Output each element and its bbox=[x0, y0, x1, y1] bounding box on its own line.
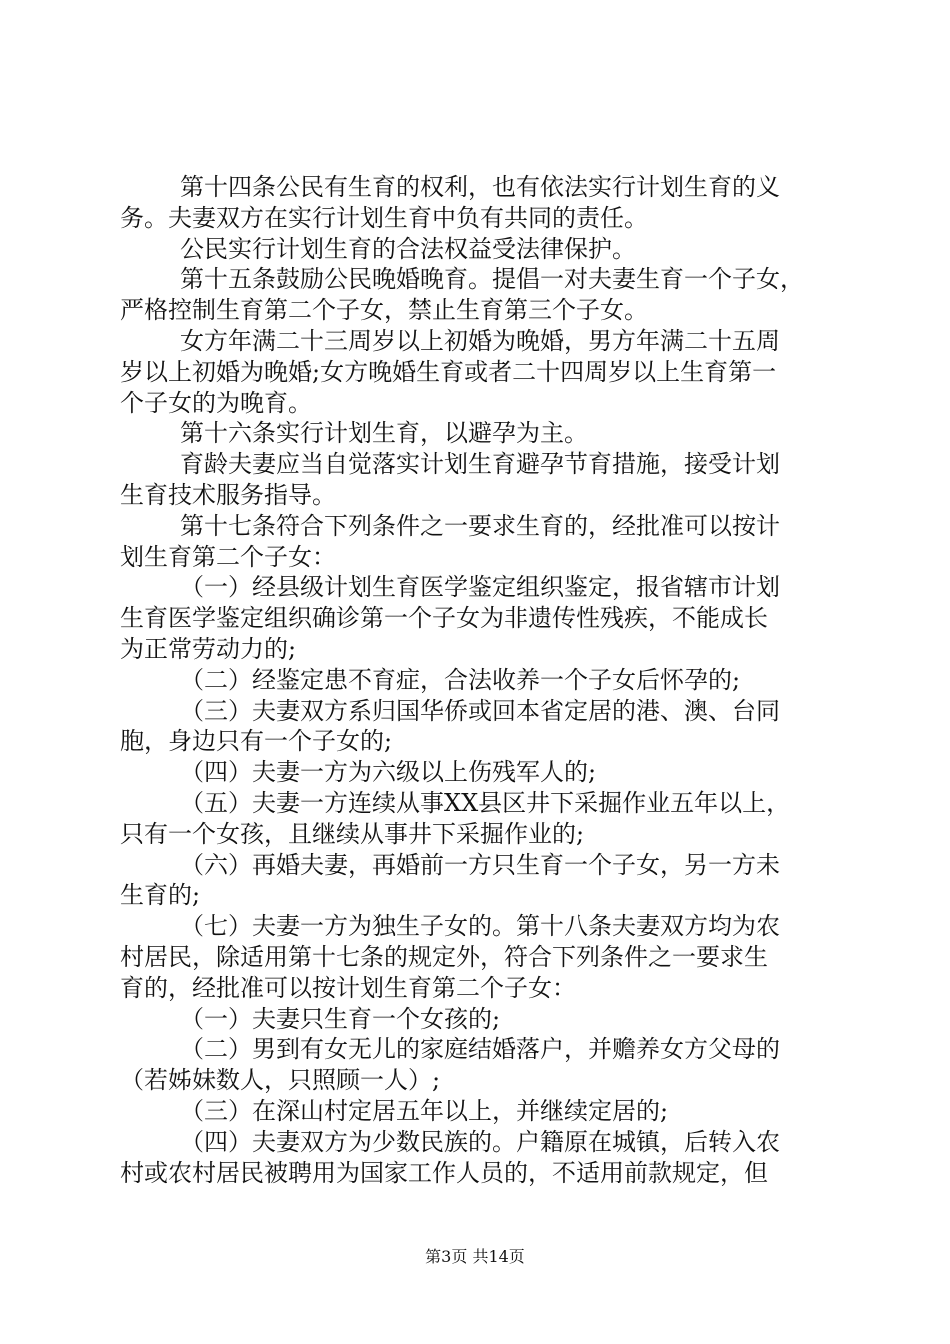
text-line: （五）夫妻一方连续从事XX县区井下采掘作业五年以上， bbox=[180, 788, 791, 817]
text-line: 为正常劳动力的; bbox=[120, 634, 297, 663]
text-line: 公民实行计划生育的合法权益受法律保护。 bbox=[180, 234, 636, 263]
text-line: （四）夫妻一方为六级以上伤残军人的; bbox=[180, 758, 597, 787]
text-line: （四）夫妻双方为少数民族的。户籍原在城镇，后转入农 bbox=[180, 1127, 780, 1156]
text-line: （三）夫妻双方系归国华侨或回本省定居的港、澳、台同 bbox=[180, 696, 780, 725]
text-line: 育龄夫妻应当自觉落实计划生育避孕节育措施，接受计划 bbox=[180, 450, 780, 479]
text-line: 第十五条鼓励公民晚婚晚育。提倡一对夫妻生育一个子女， bbox=[180, 265, 804, 294]
text-line: 个子女的为晚育。 bbox=[120, 388, 312, 417]
text-line: 第十四条公民有生育的权利，也有依法实行计划生育的义 bbox=[180, 173, 780, 201]
text-line: 生育医学鉴定组织确诊第一个子女为非遗传性残疾，不能成长 bbox=[120, 604, 768, 633]
text-line: 第十七条符合下列条件之一要求生育的，经批准可以按计 bbox=[180, 511, 780, 540]
text-line: 划生育第二个子女： bbox=[120, 542, 336, 571]
text-line: 村居民，除适用第十七条的规定外，符合下列条件之一要求生 bbox=[120, 942, 768, 971]
page-footer bbox=[0, 1244, 950, 1267]
text-line: （二）男到有女无儿的家庭结婚落户，并赡养女方父母的 bbox=[180, 1035, 780, 1064]
text-line: （七）夫妻一方为独生子女的。第十八条夫妻双方均为农 bbox=[180, 912, 780, 941]
text-line: 胞，身边只有一个子女的; bbox=[120, 727, 393, 756]
text-line: （三）在深山村定居五年以上，并继续定居的; bbox=[180, 1096, 669, 1125]
text-line: （六）再婚夫妻，再婚前一方只生育一个子女，另一方未 bbox=[180, 850, 780, 879]
text-line: 严格控制生育第二个子女，禁止生育第三个子女。 bbox=[120, 296, 648, 325]
text-line: 育的，经批准可以按计划生育第二个子女： bbox=[120, 973, 576, 1002]
text-line: 第十六条实行计划生育，以避孕为主。 bbox=[180, 419, 588, 448]
text-line: （一）经县级计划生育医学鉴定组织鉴定，报省辖市计划 bbox=[180, 573, 780, 602]
text-line: （二）经鉴定患不育症，合法收养一个子女后怀孕的; bbox=[180, 665, 741, 694]
text-line: （一）夫妻只生育一个女孩的; bbox=[180, 1004, 501, 1033]
page-number-label: 第3页 共14页 bbox=[425, 1247, 525, 1266]
text-line: 务。夫妻双方在实行计划生育中负有共同的责任。 bbox=[120, 203, 648, 232]
text-line: 村或农村居民被聘用为国家工作人员的，不适用前款规定，但 bbox=[120, 1158, 768, 1187]
text-line: （若姊妹数人，只照顾一人）; bbox=[120, 1066, 441, 1095]
text-line: 生育的; bbox=[120, 881, 201, 910]
text-line: 女方年满二十三周岁以上初婚为晚婚，男方年满二十五周 bbox=[180, 326, 780, 355]
text-line: 生育技术服务指导。 bbox=[120, 480, 336, 509]
text-line: 只有一个女孩，且继续从事井下采掘作业的; bbox=[120, 819, 585, 848]
text-line: 岁以上初婚为晚婚;女方晚婚生育或者二十四周岁以上生育第一 bbox=[120, 357, 777, 386]
document-body bbox=[120, 172, 840, 1188]
